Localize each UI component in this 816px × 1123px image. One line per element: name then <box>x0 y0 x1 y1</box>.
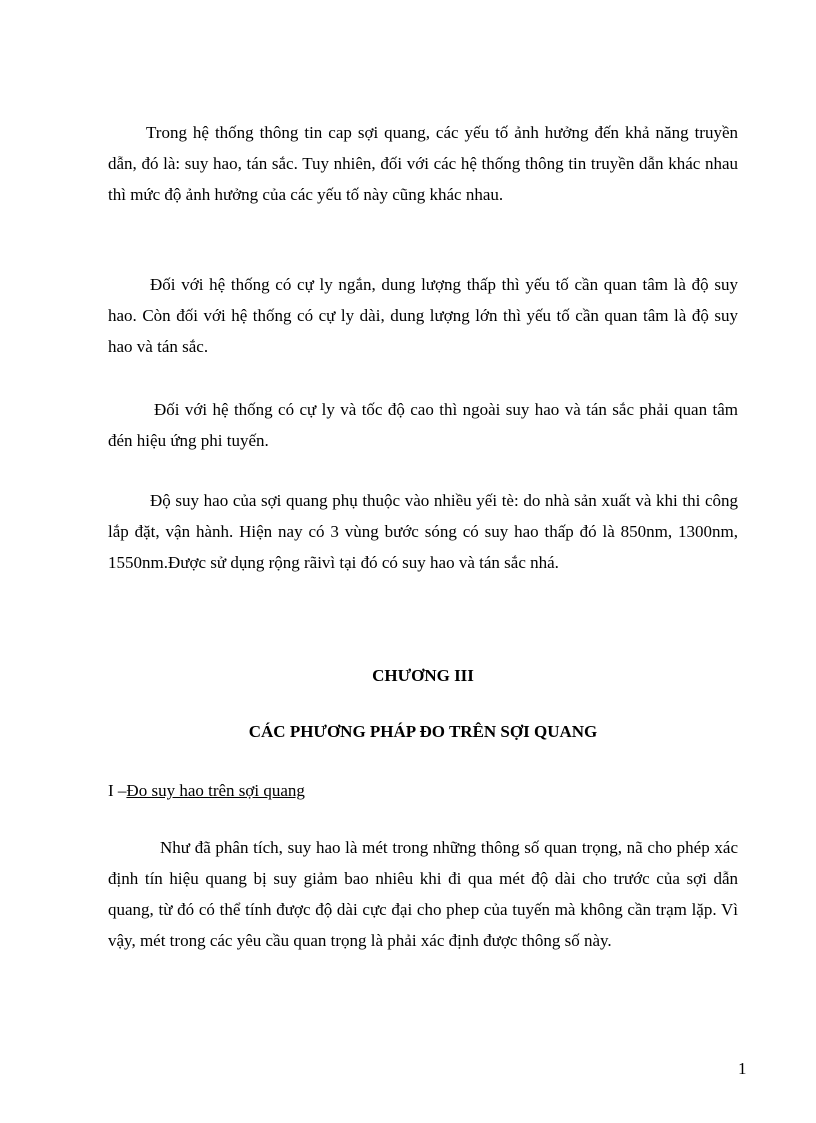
paragraph-3: Đối với hệ thống có cự ly và tốc độ cao thì ngoài suy hao và tán sắc phải quan tâm đén hiệu ứng phi tuyến. <box>108 400 738 450</box>
page-number: 1 <box>738 1059 747 1078</box>
chapter-number: CHƯƠNG III <box>372 666 474 685</box>
chapter-title: CÁC PHƯƠNG PHÁP ĐO TRÊN SỢI QUANG <box>248 722 598 741</box>
paragraph-1: Trong hệ thống thông tin cap sợi quang, các yếu tố ảnh hưởng đến khả năng truyền dẫn, đó là: suy hao, tán sắc. Tuy nhiên, đối với các hệ thống thông tin truyền dẫn khác nhau thì mức độ ảnh hưởng của các yếu tố này cũng khác nhau. <box>108 123 738 204</box>
paragraph-2: Đối với hệ thống có cự ly ngắn, dung lượng thấp thì yếu tố cần quan tâm là độ suy hao. Còn đối với hệ thống có cự ly dài, dung lượng lớn thì yếu tố cần quan tâm là độ suy hao và tán sắc. <box>108 275 738 356</box>
section-title: Đo suy hao trên sợi quang <box>126 781 305 800</box>
section-heading <box>108 781 305 801</box>
section-paragraph: Như đã phân tích, suy hao là mét trong những thông số quan trọng, nã cho phép xác định tín hiệu quang bị suy giảm bao nhiêu khi đi qua mét độ dài cho trước của sợi dẫn quang, từ đó có thể tính được độ dài cực đại cho phep của tuyến mà không cần trạm lặp. Vì vậy, mét trong các yêu cầu quan trọng là phải xác định được thông số này. <box>108 838 738 950</box>
paragraph-4: Độ suy hao của sợi quang phụ thuộc vào nhiều yếi tè: do nhà sản xuất và khi thi công lắp đặt, vận hành. Hiện nay có 3 vùng bước sóng có suy hao thấp đó là 850nm, 1300nm, 1550nm.Được sử dụng rộng rãivì tại đó có suy hao và tán sắc nhá. <box>108 491 738 572</box>
section-prefix: I – <box>108 781 127 800</box>
